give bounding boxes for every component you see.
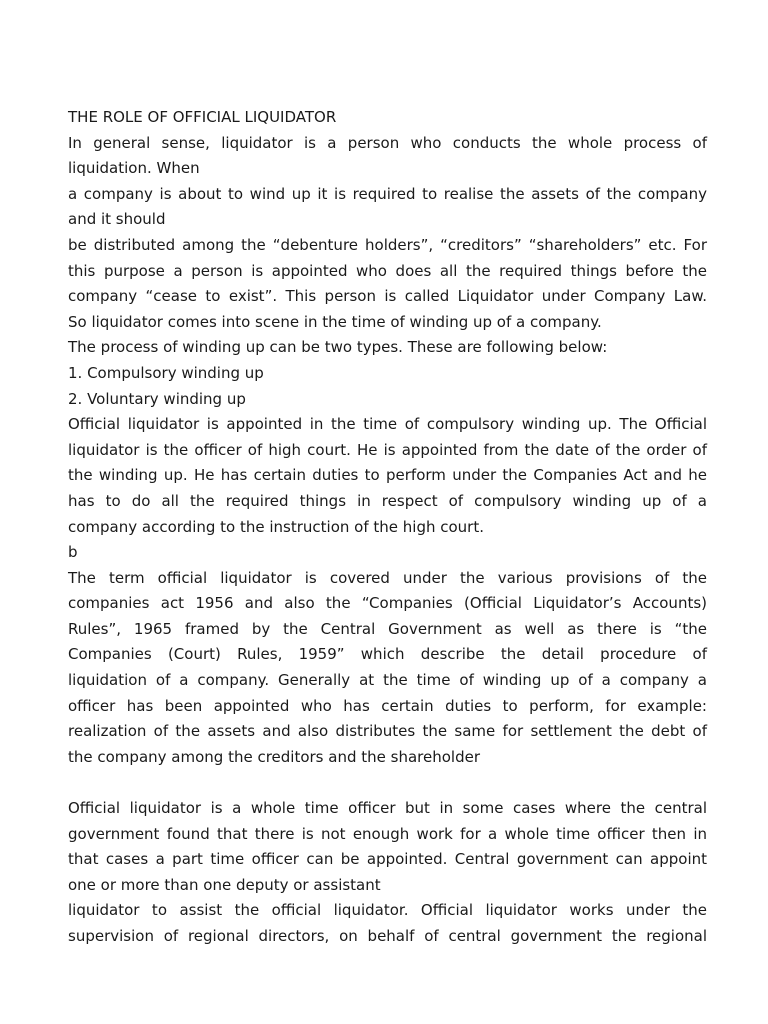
text-line: company “cease to exist”. This person is called Liquidator under Company Law. (68, 287, 707, 306)
text-line: Companies (Court) Rules, 1959” which describe the detail procedure of (68, 645, 707, 664)
text-line: Official liquidator is a whole time officer but in some cases where the central (68, 799, 707, 818)
text-line: liquidator is the officer of high court. He is appointed from the date of the order of (68, 440, 707, 459)
text-line: Rules”, 1965 framed by the Central Government as well as there is “the (68, 619, 707, 638)
text-line: one or more than one deputy or assistant (68, 875, 381, 894)
text-line: that cases a part time officer can be appointed. Central government can appoint (68, 850, 707, 869)
text-line: The process of winding up can be two types. These are following below: (68, 338, 608, 357)
text-line: So liquidator comes into scene in the time of winding up of a company. (68, 312, 602, 331)
document-page (68, 105, 707, 950)
text-line: the company among the creditors and the shareholder (68, 747, 480, 766)
text-line: liquidator to assist the official liquidator. Official liquidator works under the (68, 901, 707, 920)
text-line: liquidation. When (68, 159, 200, 178)
text-line: the winding up. He has certain duties to perform under the Companies Act and he (68, 466, 707, 485)
text-line: companies act 1956 and also the “Companies (Official Liquidator’s Accounts) (68, 594, 707, 613)
text-line: liquidation of a company. Generally at the time of winding up of a company a (68, 671, 707, 690)
list-item: 2. Voluntary winding up (68, 389, 246, 408)
text-line: this purpose a person is appointed who does all the required things before the (68, 261, 707, 280)
list-item: 1. Compulsory winding up (68, 363, 264, 382)
document-title: THE ROLE OF OFFICIAL LIQUIDATOR (68, 108, 337, 126)
text-line: supervision of regional directors, on behalf of central government the regional (68, 927, 707, 945)
text-line: a company is about to wind up it is required to realise the assets of the company (68, 184, 707, 203)
text-line: and it should (68, 210, 166, 229)
text-line: In general sense, liquidator is a person who conducts the whole process of (68, 133, 707, 152)
text-line: realization of the assets and also distributes the same for settlement the debt of (68, 722, 707, 741)
text-line: has to do all the required things in respect of compulsory winding up of a (68, 491, 707, 510)
blank-line (68, 770, 707, 796)
text-line: Official liquidator is appointed in the time of compulsory winding up. The Official (68, 415, 707, 434)
text-line: company according to the instruction of the high court. (68, 517, 484, 536)
text-line: b (68, 543, 78, 562)
text-line: government found that there is not enough work for a whole time officer then in (68, 824, 707, 843)
text-line: The term official liquidator is covered under the various provisions of the (68, 568, 707, 587)
text-line: officer has been appointed who has certain duties to perform, for example: (68, 696, 707, 715)
text-line: be distributed among the “debenture holders”, “creditors” “shareholders” etc. For (68, 235, 707, 254)
